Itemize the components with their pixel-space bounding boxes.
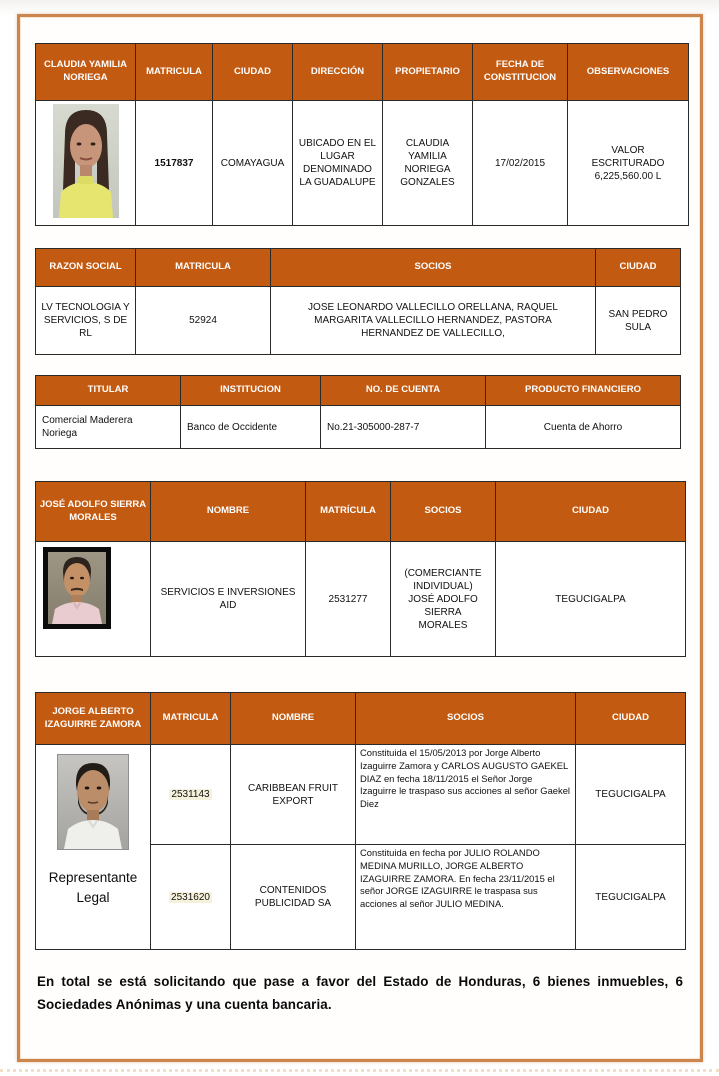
table-header-row bbox=[36, 249, 681, 287]
header-no-cuenta: NO. DE CUENTA bbox=[321, 376, 486, 406]
cell-ciudad: SAN PEDRO SULA bbox=[596, 287, 681, 355]
cell-ciudad: TEGUCIGALPA bbox=[576, 745, 686, 845]
cell-socios: Constituida en fecha por JULIO ROLANDO MEDINA MURILLO, JORGE ALBERTO IZAGUIRRE ZAMORA. En fecha 23/11/2015 el señor JORGE IZAGUIRRE le traspasa sus acciones al señor JULIO MEDINA. bbox=[356, 845, 576, 950]
jorge-photo-cell bbox=[36, 745, 151, 950]
header-ciudad: CIUDAD bbox=[496, 482, 686, 542]
header-matricula: MATRICULA bbox=[136, 44, 213, 101]
cell-socios: (COMERCIANTE INDIVIDUAL) JOSÉ ADOLFO SIERRA MORALES bbox=[391, 542, 496, 657]
header-ciudad: CIUDAD bbox=[576, 693, 686, 745]
header-fecha-constitucion: FECHA DE CONSTITUCION bbox=[473, 44, 568, 101]
header-institucion: INSTITUCION bbox=[181, 376, 321, 406]
cell-fecha-constitucion: 17/02/2015 bbox=[473, 101, 568, 226]
spacer bbox=[35, 226, 685, 248]
table-header-row bbox=[36, 376, 681, 406]
cell-no-cuenta: No.21-305000-287-7 bbox=[321, 406, 486, 449]
cell-institucion: Banco de Occidente bbox=[181, 406, 321, 449]
header-matricula: MATRÍCULA bbox=[306, 482, 391, 542]
cell-matricula bbox=[151, 845, 231, 950]
header-matricula: MATRICULA bbox=[151, 693, 231, 745]
table-row bbox=[36, 287, 681, 355]
header-ciudad: CIUDAD bbox=[213, 44, 293, 101]
cell-ciudad: TEGUCIGALPA bbox=[496, 542, 686, 657]
cell-titular: Comercial Maderera Noriega bbox=[36, 406, 181, 449]
header-claudia-name: CLAUDIA YAMILIA NORIEGA bbox=[36, 44, 136, 101]
page-break-dotted-line bbox=[0, 1069, 719, 1072]
cell-direccion: UBICADO EN EL LUGAR DENOMINADO LA GUADALUPE bbox=[293, 101, 383, 226]
summary-paragraph: En total se está solicitando que pase a favor del Estado de Honduras, 6 bienes inmuebles, 6 Sociedades Anónimas y una cuenta bancaria. bbox=[37, 974, 683, 1013]
table-claudia-property bbox=[35, 43, 689, 226]
header-razon-social: RAZON SOCIAL bbox=[36, 249, 136, 287]
table-jose-sierra bbox=[35, 481, 686, 657]
cell-razon-social: LV TECNOLOGIA Y SERVICIOS, S DE RL bbox=[36, 287, 136, 355]
cell-matricula: 52924 bbox=[136, 287, 271, 355]
representante-legal-label: Representante Legal bbox=[48, 870, 138, 906]
cell-matricula bbox=[151, 745, 231, 845]
matricula-highlight: 2531143 bbox=[171, 789, 210, 800]
header-jorge-name: JORGE ALBERTO IZAGUIRRE ZAMORA bbox=[36, 693, 151, 745]
header-matricula: MATRICULA bbox=[136, 249, 271, 287]
claudia-photo-cell bbox=[36, 101, 136, 226]
jose-photo-cell bbox=[36, 542, 151, 657]
table-row bbox=[36, 406, 681, 449]
matricula-highlight: 2531620 bbox=[171, 891, 210, 903]
header-propietario: PROPIETARIO bbox=[383, 44, 473, 101]
header-nombre: NOMBRE bbox=[231, 693, 356, 745]
table-row bbox=[36, 745, 686, 845]
header-observaciones: OBSERVACIONES bbox=[568, 44, 689, 101]
header-jose-name: JOSÉ ADOLFO SIERRA MORALES bbox=[36, 482, 151, 542]
spacer bbox=[35, 657, 685, 692]
cell-ciudad: TEGUCIGALPA bbox=[576, 845, 686, 950]
claudia-portrait-photo bbox=[53, 104, 119, 218]
cell-nombre: CONTENIDOS PUBLICIDAD SA bbox=[231, 845, 356, 950]
header-socios: SOCIOS bbox=[271, 249, 596, 287]
cell-matricula: 2531277 bbox=[306, 542, 391, 657]
header-socios: SOCIOS bbox=[356, 693, 576, 745]
document-border-frame bbox=[17, 14, 703, 1062]
table-header-row bbox=[36, 482, 686, 542]
cell-socios: Constituida el 15/05/2013 por Jorge Alberto Izaguirre Zamora y CARLOS AUGUSTO GAEKEL DIAZ en fecha 18/11/2015 el Señor Jorge Izaguirre le traspaso sus acciones al señor Gaekel Diez bbox=[356, 745, 576, 845]
cell-nombre: CARIBBEAN FRUIT EXPORT bbox=[231, 745, 356, 845]
header-ciudad: CIUDAD bbox=[596, 249, 681, 287]
table-jorge-izaguirre bbox=[35, 692, 686, 950]
spacer bbox=[35, 355, 685, 375]
table-cuenta-bancaria bbox=[35, 375, 681, 449]
cell-matricula: 1517837 bbox=[136, 101, 213, 226]
cell-ciudad: COMAYAGUA bbox=[213, 101, 293, 226]
header-socios: SOCIOS bbox=[391, 482, 496, 542]
cell-producto-financiero: Cuenta de Ahorro bbox=[486, 406, 681, 449]
cell-socios: JOSE LEONARDO VALLECILLO ORELLANA, RAQUEL MARGARITA VALLECILLO HERNANDEZ, PASTORA HERNANDEZ DE VALLECILLO, bbox=[271, 287, 596, 355]
table-row bbox=[36, 101, 689, 226]
table-row bbox=[36, 542, 686, 657]
jose-portrait-photo bbox=[43, 547, 111, 629]
table-header-row bbox=[36, 44, 689, 101]
header-direccion: DIRECCIÓN bbox=[293, 44, 383, 101]
header-nombre: NOMBRE bbox=[151, 482, 306, 542]
table-header-row bbox=[36, 693, 686, 745]
spacer bbox=[35, 449, 685, 481]
jorge-portrait-photo bbox=[57, 754, 129, 850]
header-titular: TITULAR bbox=[36, 376, 181, 406]
table-razon-social bbox=[35, 248, 681, 355]
cell-nombre: SERVICIOS E INVERSIONES AID bbox=[151, 542, 306, 657]
cell-observaciones: VALOR ESCRITURADO 6,225,560.00 L bbox=[568, 101, 689, 226]
cell-propietario: CLAUDIA YAMILIA NORIEGA GONZALES bbox=[383, 101, 473, 226]
header-producto-financiero: PRODUCTO FINANCIERO bbox=[486, 376, 681, 406]
